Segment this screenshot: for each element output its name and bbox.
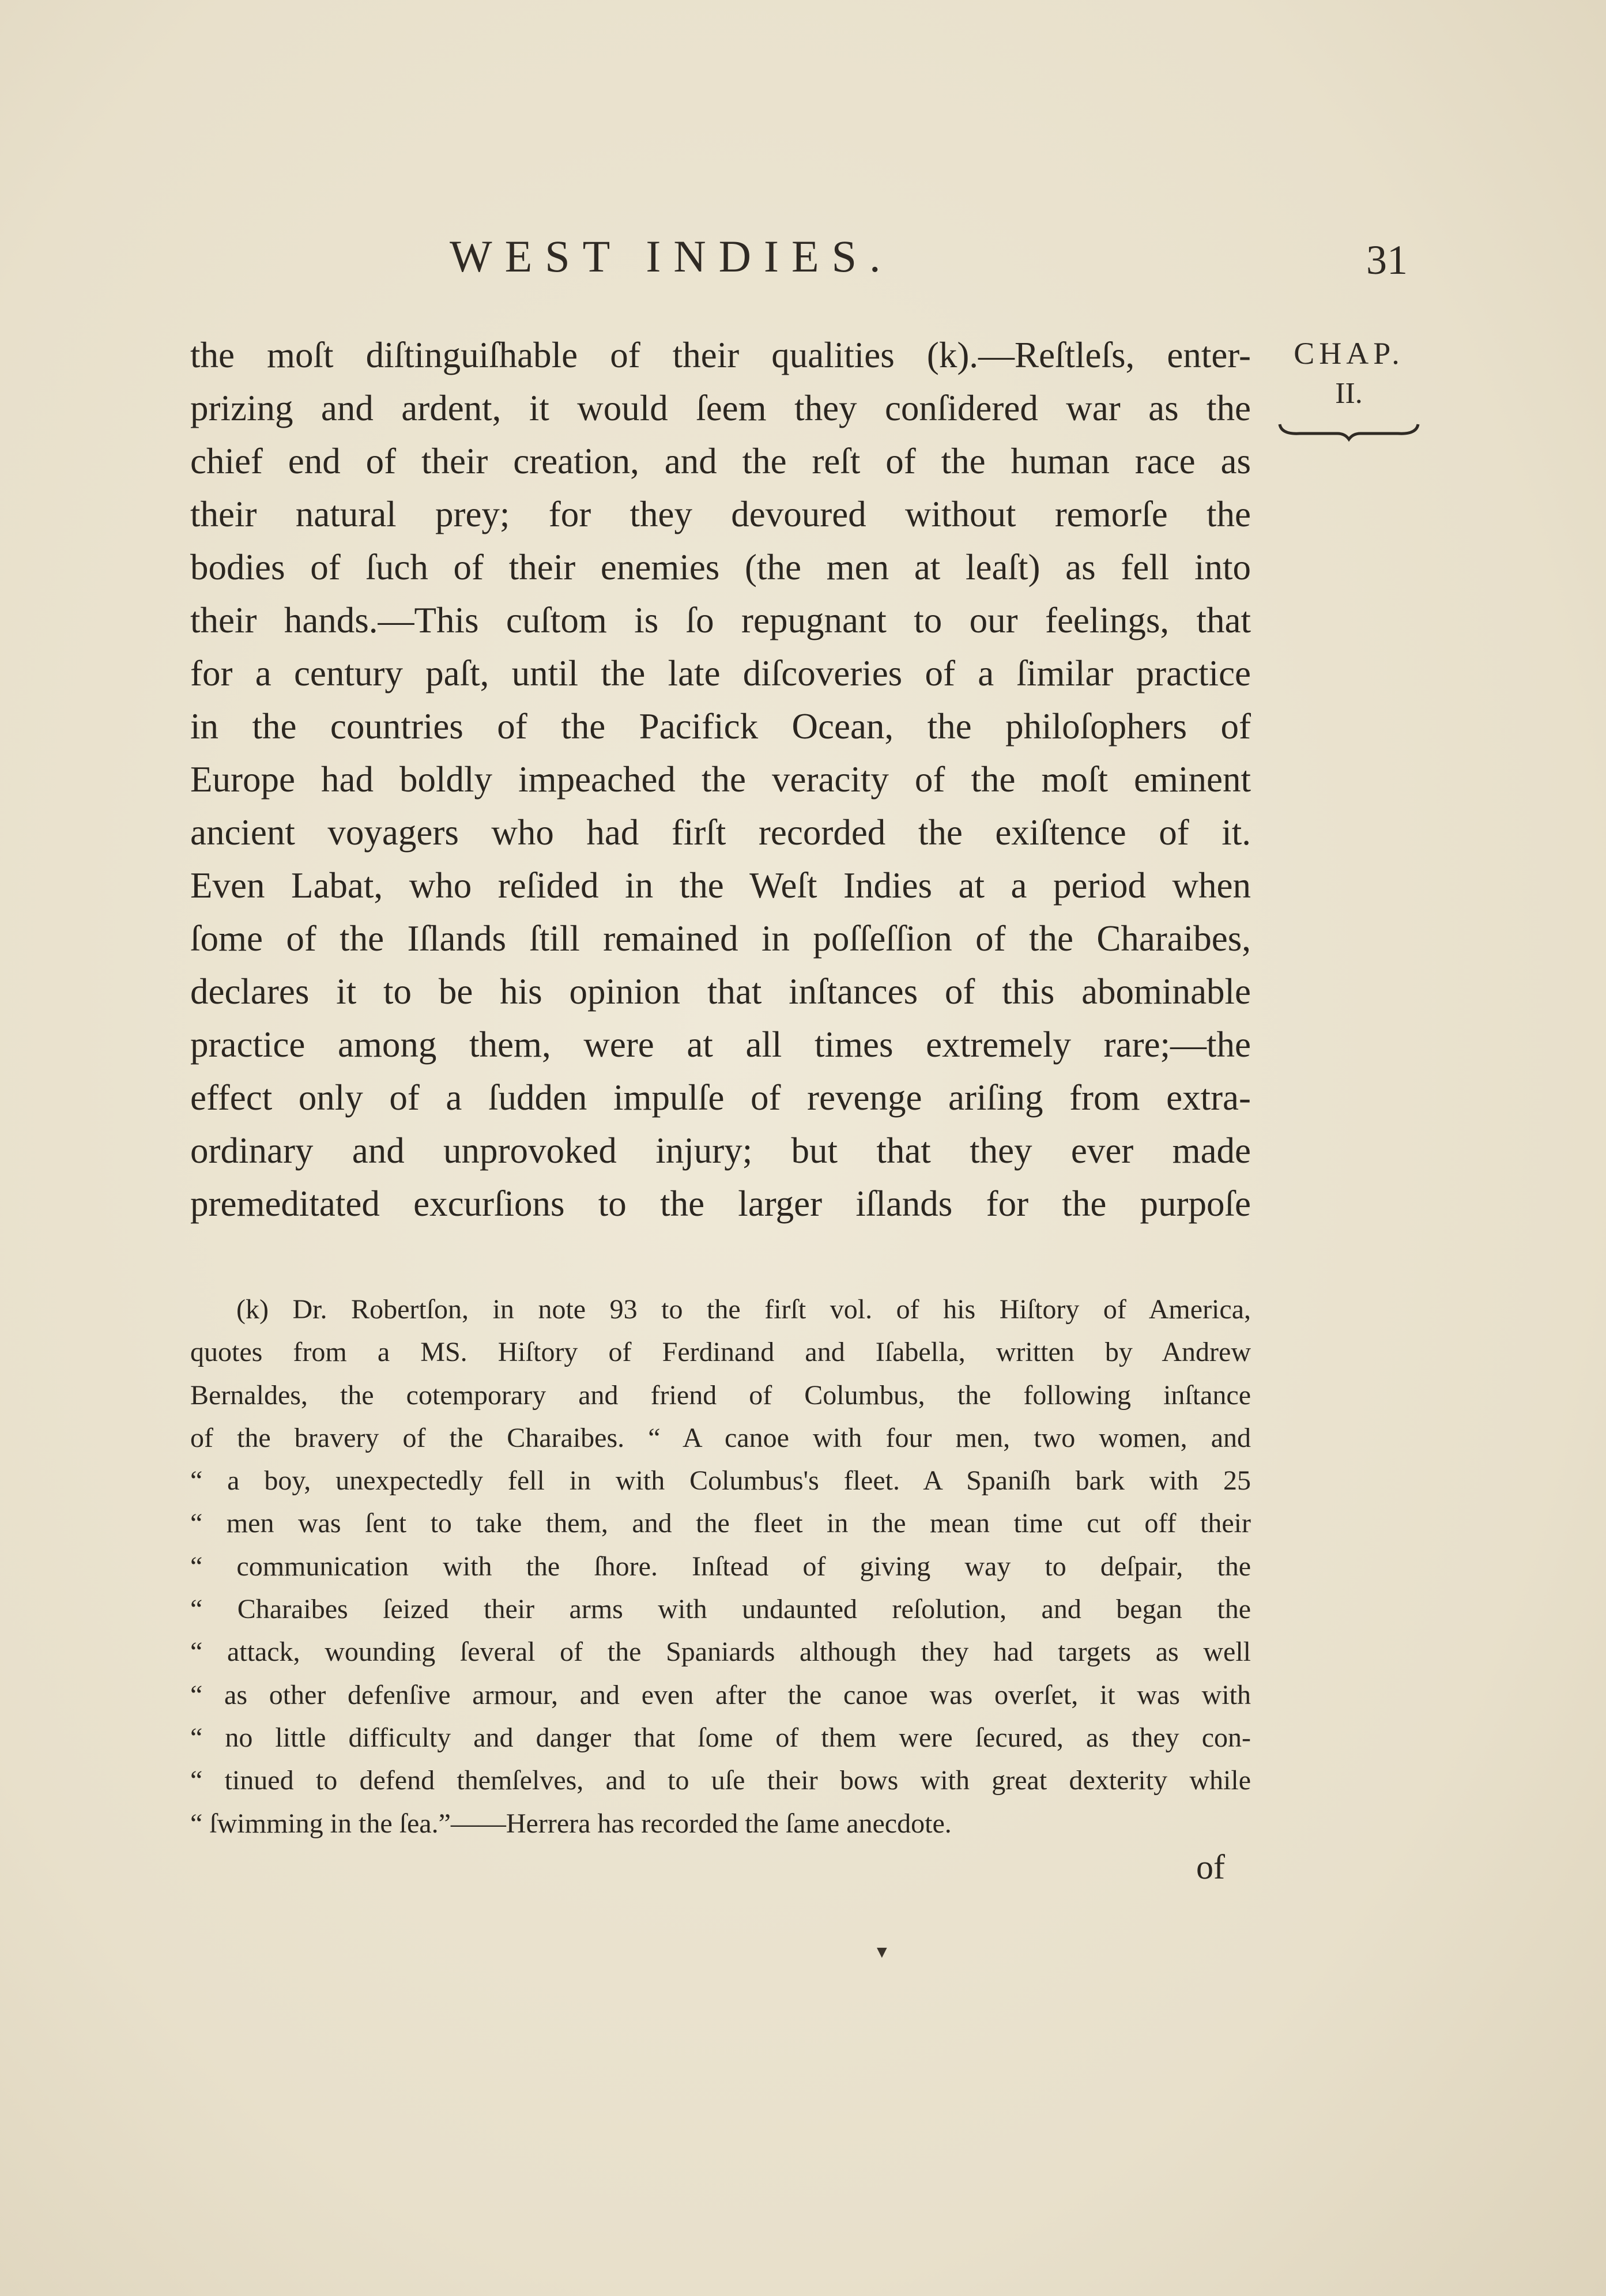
text-line: Even Labat, who reſided in the Weſt Indies at a period when	[190, 865, 1251, 906]
footnote-line: of the bravery of the Charaibes. “ A canoe with four men, two women, and	[190, 1422, 1251, 1453]
text-line: premeditated excurſions to the larger iſlands for the purpoſe	[190, 1183, 1251, 1224]
footnote-line: “ no little difficulty and danger that ſome of them were ſecured, as they con-	[190, 1722, 1251, 1753]
text-line: ancient voyagers who had firſt recorded the exiſtence of it.	[190, 812, 1251, 853]
footnote-line: “ tinued to defend themſelves, and to uſe their bows with great dexterity while	[190, 1765, 1251, 1796]
footnote-line: “ a boy, unexpectedly fell in with Columbus's fleet. A Spaniſh bark with 25	[190, 1465, 1251, 1496]
footnote-line: “ as other defenſive armour, and even after the canoe was overſet, it was with	[190, 1679, 1251, 1710]
margin-chap-number: II.	[1335, 377, 1363, 410]
footnote-line: “ men was ſent to take them, and the fleet in the mean time cut off their	[190, 1508, 1251, 1539]
printer-ornament-icon: ▼	[873, 1943, 891, 1962]
brace-ornament-icon	[1277, 420, 1421, 443]
footnote-line: quotes from a MS. Hiſtory of Ferdinand and Iſabella, written by Andrew	[190, 1337, 1251, 1368]
margin-chap-label: CHAP.	[1294, 336, 1404, 371]
text-line: Europe had boldly impeached the veracity of the moſt eminent	[190, 759, 1251, 800]
text-line: ordinary and unprovoked injury; but that they ever made	[190, 1130, 1251, 1171]
footnote-line: “ ſwimming in the ſea.”——Herrera has recorded the ſame anecdote.	[190, 1808, 952, 1839]
footnote	[190, 1288, 1251, 1845]
running-title: WEST INDIES.	[450, 231, 894, 281]
footnote-line: “ attack, wounding ſeveral of the Spaniards although they had targets as well	[190, 1637, 1251, 1668]
footnote-line: (k) Dr. Robertſon, in note 93 to the firſt vol. of his Hiſtory of America,	[236, 1294, 1251, 1325]
text-line: effect only of a ſudden impulſe of revenge ariſing from extra-	[190, 1077, 1251, 1118]
text-line: their natural prey; for they devoured without remorſe the	[190, 494, 1251, 534]
chapter-margin-note	[1271, 333, 1427, 443]
catchword: of	[1196, 1848, 1225, 1886]
text-line: declares it to be his opinion that inſtances of this abominable	[190, 971, 1251, 1012]
text-line: the moſt diſtinguiſhable of their qualities (k).—Reſtleſs, enter-	[190, 335, 1251, 375]
footnote-line: “ Charaibes ſeized their arms with undaunted reſolution, and began the	[190, 1594, 1251, 1625]
footnote-line: “ communication with the ſhore. Inſtead of giving way to deſpair, the	[190, 1551, 1251, 1582]
text-line: bodies of ſuch of their enemies (the men at leaſt) as fell into	[190, 547, 1251, 587]
main-text	[190, 329, 1251, 1230]
text-line: ſome of the Iſlands ſtill remained in poſſeſſion of the Charaibes,	[190, 918, 1251, 959]
page-number: 31	[1366, 237, 1408, 283]
text-line: their hands.—This cuſtom is ſo repugnant to our feelings, that	[190, 600, 1251, 640]
text-line: practice among them, were at all times extremely rare;—the	[190, 1024, 1251, 1065]
footnote-line: Bernaldes, the cotemporary and friend of Columbus, the following inſtance	[190, 1379, 1251, 1411]
text-line: chief end of their creation, and the reſt of the human race as	[190, 441, 1251, 481]
text-line: in the countries of the Pacifick Ocean, the philoſophers of	[190, 706, 1251, 747]
text-line: for a century paſt, until the late diſcoveries of a ſimilar practice	[190, 653, 1251, 693]
text-line: prizing and ardent, it would ſeem they conſidered war as the	[190, 388, 1251, 428]
